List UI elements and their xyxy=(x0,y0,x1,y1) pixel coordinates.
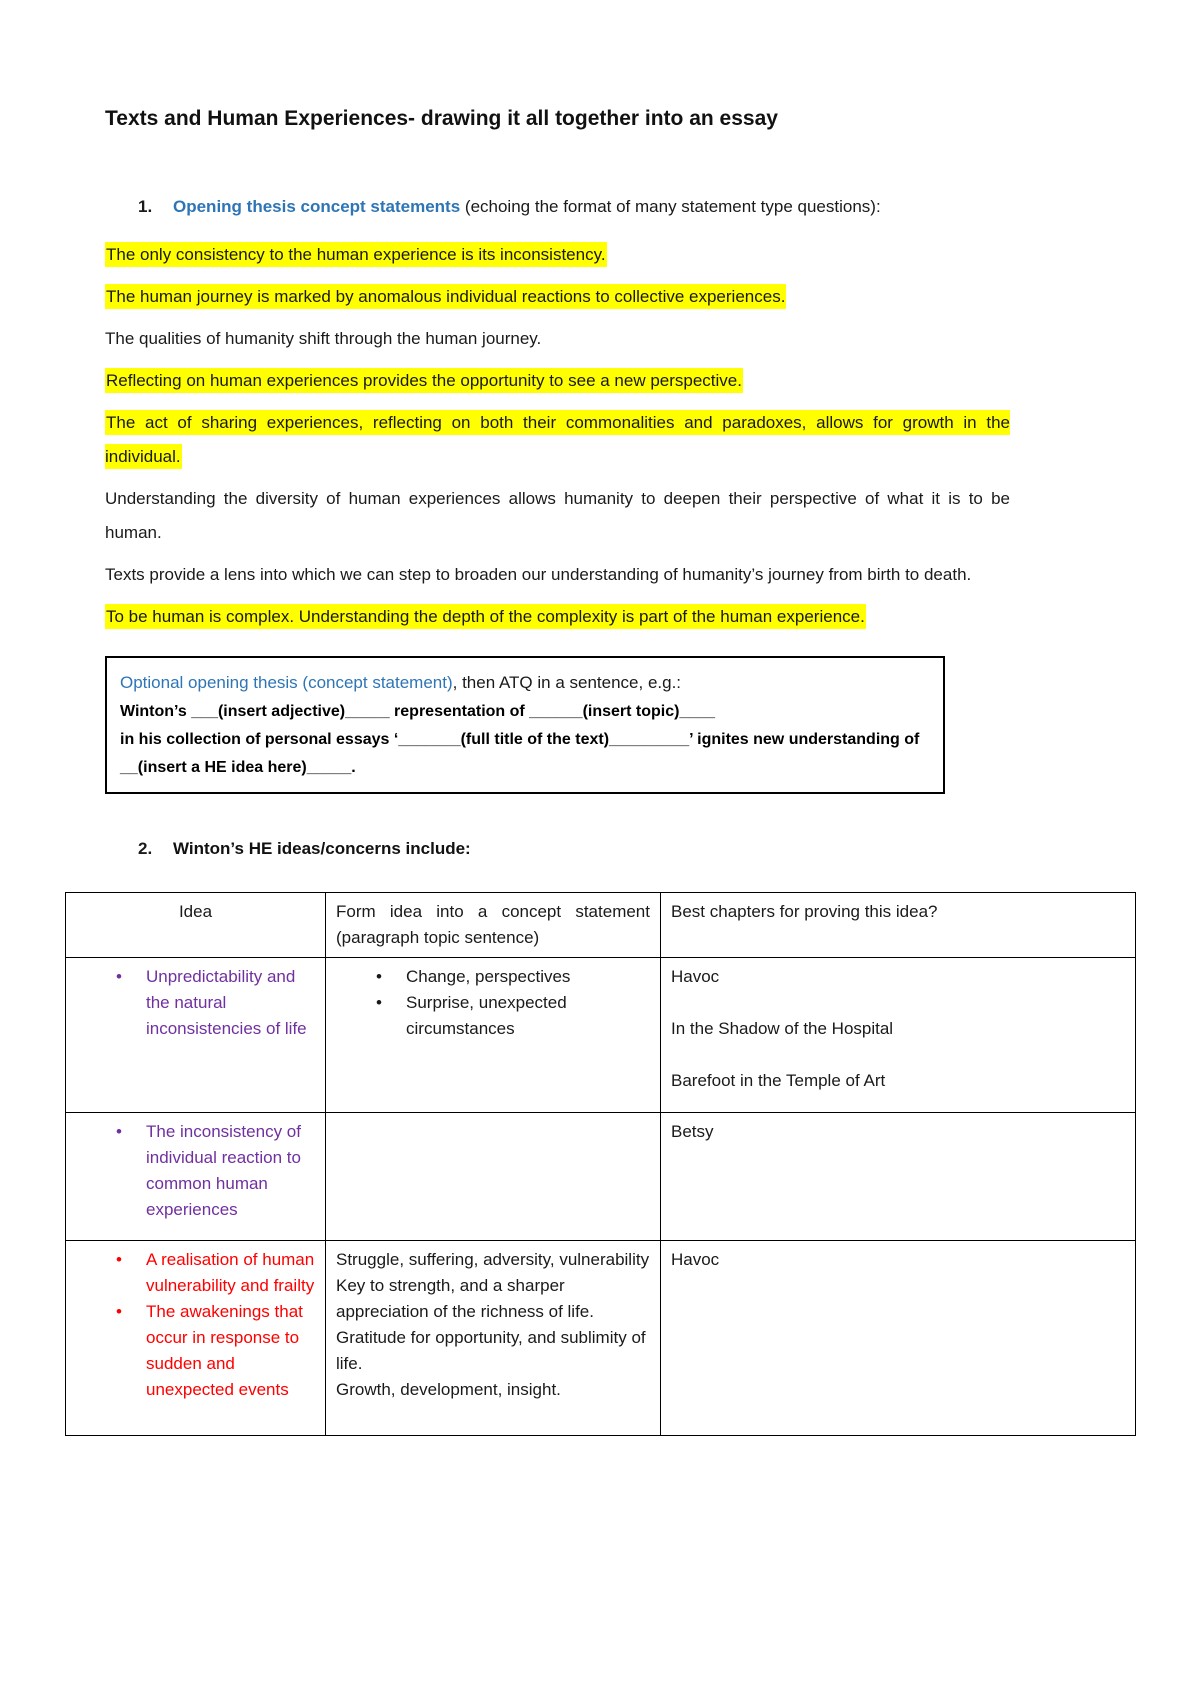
highlighted-text: The act of sharing experiences, reflecting on both their commonalities and paradoxes, allows for growth in the individual. xyxy=(105,410,1010,469)
optional-box-intro-blue: Optional opening thesis (concept statement) xyxy=(120,673,453,692)
cell-chapters-1 xyxy=(661,958,1136,1113)
list-item: • The awakenings that occur in response to sudden and unexpected events xyxy=(116,1299,315,1403)
optional-box-intro-black: , then ATQ in a sentence, e.g.: xyxy=(452,673,682,692)
table-header-row xyxy=(66,893,1136,958)
thesis-statement-2 xyxy=(105,280,1010,314)
header-idea: Idea xyxy=(66,893,326,958)
chapter-name: Havoc xyxy=(671,967,720,986)
ideas-table xyxy=(65,892,1136,1436)
list-item: • Surprise, unexpected circumstances xyxy=(376,990,650,1042)
list-item: • A realisation of human vulnerability and frailty xyxy=(116,1247,315,1299)
cell-chapters-2 xyxy=(661,1113,1136,1241)
plain-text: The qualities of humanity shift through the human journey. xyxy=(105,329,542,348)
cell-chapters-3 xyxy=(661,1241,1136,1436)
cell-concept-3 xyxy=(326,1241,661,1436)
plain-text: Understanding the diversity of human experiences allows humanity to deepen their perspective of what it is to be human. xyxy=(105,489,1010,542)
table-row xyxy=(66,958,1136,1113)
cell-concept-1 xyxy=(326,958,661,1113)
section-1-suffix: (echoing the format of many statement type questions): xyxy=(460,197,881,216)
highlighted-text: To be human is complex. Understanding the depth of the complexity is part of the human experience. xyxy=(105,604,866,629)
cell-idea-1 xyxy=(66,958,326,1113)
thesis-statement-3 xyxy=(105,322,1010,356)
section-1-title: Opening thesis concept statements xyxy=(173,197,461,216)
highlighted-text: The human journey is marked by anomalous individual reactions to collective experiences. xyxy=(105,284,786,309)
plain-text: Texts provide a lens into which we can step to broaden our understanding of humanity’s journey from birth to death. xyxy=(105,565,972,584)
cell-idea-2 xyxy=(66,1113,326,1241)
thesis-statement-4 xyxy=(105,364,1010,398)
section-2-title: Winton’s HE ideas/concerns include: xyxy=(173,839,471,858)
optional-thesis-box xyxy=(105,656,945,794)
concept-line: Gratitude for opportunity, and sublimity of life. xyxy=(336,1328,646,1373)
section-1-heading xyxy=(105,190,1095,224)
section-1-number: 1. xyxy=(138,197,153,216)
list-item: • The inconsistency of individual reaction to common human experiences xyxy=(116,1119,315,1223)
idea-list xyxy=(76,964,315,1042)
cell-idea-3 xyxy=(66,1241,326,1436)
concept-line: Key to strength, and a sharper appreciation of the richness of life. xyxy=(336,1276,594,1321)
thesis-statement-1 xyxy=(105,238,1010,272)
highlighted-text: The only consistency to the human experience is its inconsistency. xyxy=(105,242,607,267)
concept-list xyxy=(336,964,650,1042)
highlighted-text: Reflecting on human experiences provides the opportunity to see a new perspective. xyxy=(105,368,743,393)
thesis-template-line-2: in his collection of personal essays ‘_______(full title of the text)_________’ ignites new understanding of __(insert a HE idea here)_____. xyxy=(120,731,920,776)
document-title: Texts and Human Experiences- drawing it all together into an essay xyxy=(105,107,778,130)
chapter-name: Barefoot in the Temple of Art xyxy=(671,1071,886,1090)
concept-line: Growth, development, insight. xyxy=(336,1380,561,1399)
idea-list xyxy=(76,1247,315,1403)
concept-line: Struggle, suffering, adversity, vulnerability xyxy=(336,1250,650,1269)
section-2-number: 2. xyxy=(138,839,153,858)
thesis-statement-5 xyxy=(105,406,1010,474)
thesis-template-line-1: Winton’s ___(insert adjective)_____ representation of ______(insert topic)____ xyxy=(120,703,716,720)
idea-list xyxy=(76,1119,315,1223)
thesis-statement-8 xyxy=(105,600,1010,634)
chapter-name: Betsy xyxy=(671,1122,714,1141)
optional-box-intro xyxy=(120,668,930,698)
list-item: • Change, perspectives xyxy=(376,964,650,990)
table-row xyxy=(66,1241,1136,1436)
header-best-chapters: Best chapters for proving this idea? xyxy=(661,893,1136,958)
thesis-statement-7 xyxy=(105,558,1010,592)
cell-concept-2 xyxy=(326,1113,661,1241)
table-row xyxy=(66,1113,1136,1241)
list-item: • Unpredictability and the natural inconsistencies of life xyxy=(116,964,315,1042)
header-concept-statement: Form idea into a concept statement (paragraph topic sentence) xyxy=(326,893,661,958)
section-2-heading xyxy=(105,832,1095,866)
chapter-name: In the Shadow of the Hospital xyxy=(671,1019,894,1038)
thesis-statement-6 xyxy=(105,482,1010,550)
chapter-name: Havoc xyxy=(671,1250,720,1269)
